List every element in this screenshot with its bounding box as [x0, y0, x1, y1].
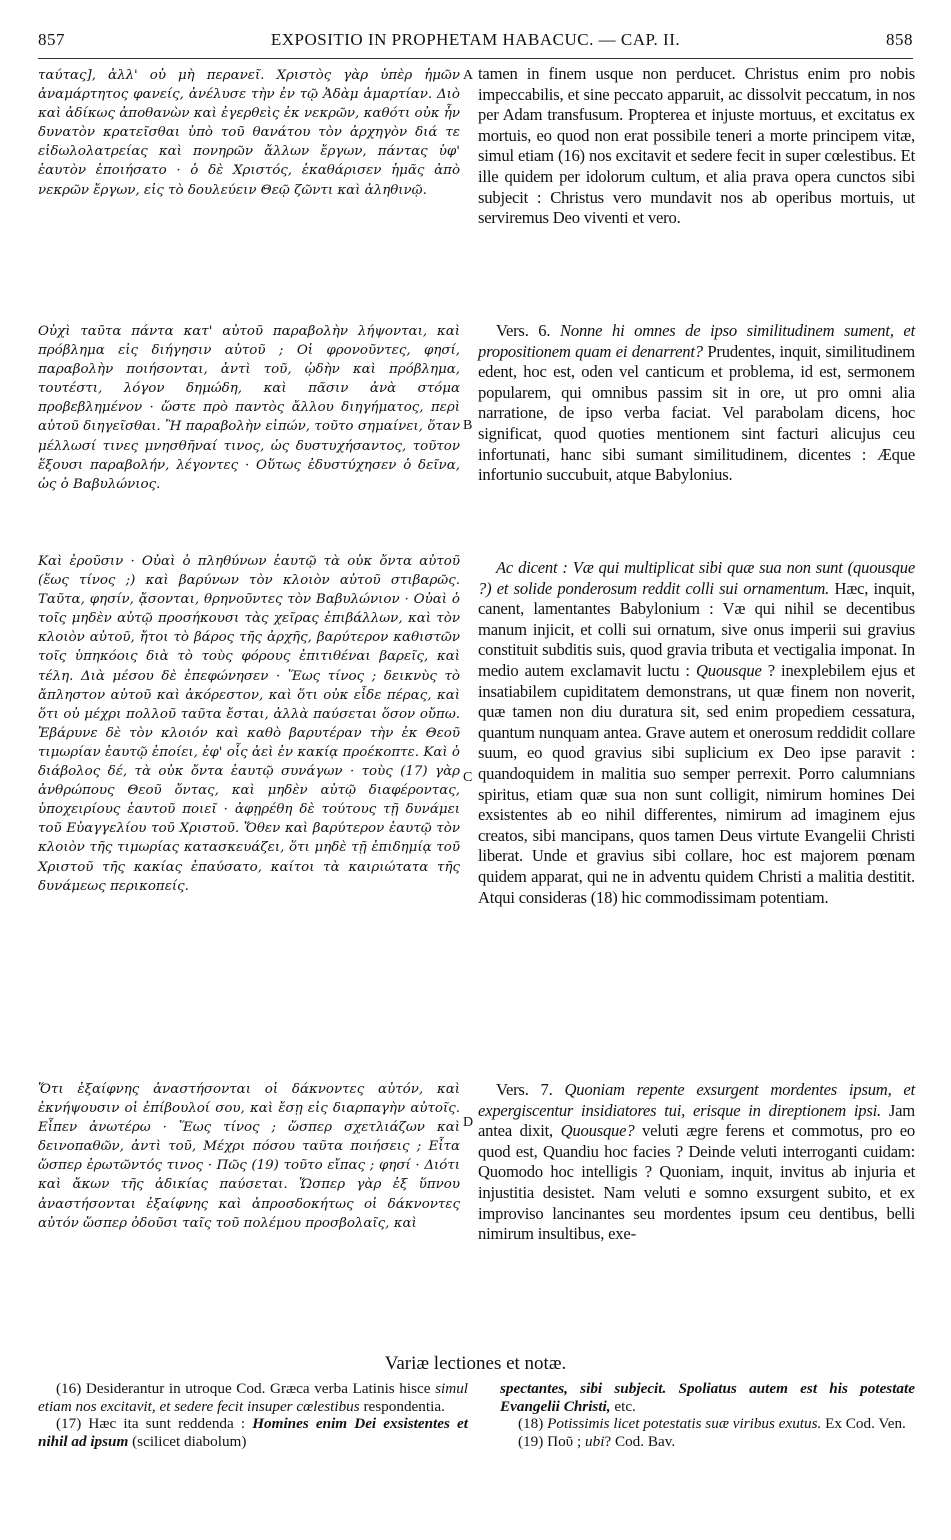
note-17-continued: [500, 1380, 915, 1415]
note-16-text: (16) Desiderantur in utroque Cod. Græca verba Latinis hisce: [56, 1380, 431, 1397]
note-17-etc: etc.: [614, 1397, 636, 1415]
latin-paragraph-1: tamen in finem usque non perducet. Christus enim pro nobis impeccabilis, et sine peccato apparuit, ac dissolvit peccatum, in nos per Adam transfusum. Propterea et injuste mortuus, et excitatus ex mortuis, eo quod non erat possibile teneri a morte principem vitæ, simul etiam (16) nos excitavit et sedere fecit in super cœlestibus. Et ille quidem per idolorum cultum, et alia prava opera cunctos sibi subjecit : Christus vero mundavit nos ab operibus mortuis, ut serviremus Deo viventi et vero.: [478, 64, 915, 228]
header-rule: [38, 58, 913, 59]
latin-commentary-4b: veluti ægre ferens et commotus, pro eo quod est, Quandiu hoc facies ? Deinde veluti interroganti cuidam: Quomodo hoc intelligis ? Quoniam, inquit, invitus ab injuria et injustitia desistet. Nam veluti e somno exsurgent subito, et ex improviso lancinantes seu mordentes ipsum ceu dentibus, belli nimirum insultibus, exe-: [478, 1121, 915, 1244]
note-17-quote: Homines enim Dei exsistentes et nihil ad ipsum: [38, 1415, 469, 1450]
greek-commentary-3: Ταῦτα, φησίν, ᾄσονται, θρηνοῦντες τὸν Βαβυλώνιον · Οὐαὶ ὁ τοῖς μηδὲν αὐτῷ προσήκουσι τὰς χεῖρας ἐπιβάλλων, καὶ τὸν κλοιὸν αὐτοῦ, ἤτοι τὸ βάρος τῆς ἀρχῆς, βαρύτερον καθιστῶν τοῖς ὑπηκόοις διὰ τὸ τοὺς φόρους ἐπιτιθέναι βαρεῖς, καὶ τέλη. Διὰ μέσου δὲ ἐπεφώνησεν · Ἕως τίνος ; δεικνὺς τὸ ἄπληστον αὐτοῦ καὶ ἀκόρεστον, καὶ ὅτι οὐκ εἶδε πέρας, καὶ ὅτι οὐ μέχρι πολλοῦ ταῦτα ἔσται, ἀλλὰ παύσεται ὅσον οὔπω. Ἐβάρυνε δὲ τὸν κλοιόν καὶ καθὸ βαρυτέραν τὴν ἐκ Θεοῦ τιμωρίαν ἑαυτῷ ἐποίει, ἐφ' οἷς ἀεὶ ἐν κακίᾳ προέκοπτε. Καὶ ὁ διάβολος δέ, τὰ οὐκ ὄντα ἑαυτῷ συνάγων · τοὺς (17) γὰρ ἀνθρώπους Θεοῦ ὄντας, καὶ μηδὲν αὐτῷ διαφέροντας, ὑποχειρίους ἑαυτοῦ ποιεῖ · ἀφῃρέθη δὲ τούτους τῇ δυνάμει τοῦ Εὐαγγελίου τοῦ Χριστοῦ. Ὅθεν καὶ βαρύτερον ἑαυτῷ τὸν κλοιὸν τῆς τιμωρίας κατασκευάζει, ὅτι μηδὲ τῇ ἐπιδημίᾳ τοῦ Χριστοῦ τῆς κακίας ἐπαύσατο, καίτοι τὰ καιριώτατα τῆς δυνάμεως περικοπείς.: [38, 592, 460, 894]
greek-lemma-3: Καὶ ἐροῦσιν · Οὐαὶ ὁ πληθύνων ἑαυτῷ τὰ οὐκ ὄντα αὐτοῦ (ἕως τίνος ;) καὶ βαρύνων τὸν κλοιὸν αὐτοῦ στιβαρῶς.: [38, 554, 460, 589]
latin-commentary-3-cont: ? inexplebilem ejus et insatiabilem cupiditatem demonstrans, ut quæ finem non noverit, quæ tamen non diu duratura sit, sed enim propediem cessatura, quantum nunquam antea. Grave autem et onerosum reddidit collare suum, eo quod gravius sibi suplicium ex Deo ipse paravit : quandoquidem in malitia suo semper perrexit. Porro calumnians spiritus, etiam quæ sua non sunt colligit, nimirum homines Dei exsistentes ab eo nihil differentes, nimirum ad imaginem ejus creatos, sibi mancipans, quos tamen Deus virtute Evangelii Christi liberat. Unde et gravius sibi collare, hoc est majorem pœnam quidem apparat, qui ne in adventu quidem Christi a malitia destitit. Atqui consideras (18) hic commodissimam potentiam.: [478, 660, 915, 907]
latin-commentary-3: Hæc, inquit, canent, lamentantes Babylonium : Væ qui nihil se decentibus manum injicit, et colli sui ornatum, sive onus imperii sui gravius constituit subditis suis, quod gravia tributa et vectigalia imponat. In medio autem exclamavit luctu :: [478, 578, 916, 680]
section-marker-b: B: [463, 418, 473, 433]
greek-lemma-2: Οὐχὶ ταῦτα πάντα κατ' αὐτοῦ παραβολὴν λήψονται, καὶ πρόβλημα εἰς διήγησιν αὐτοῦ ;: [38, 324, 460, 359]
note-16-quote: simul etiam nos excitavit, et sedere fecit insuper cœlestibus: [38, 1380, 469, 1415]
note-17: [38, 1415, 468, 1450]
note-19-text: (19) Ποῦ ;: [518, 1432, 582, 1450]
greek-paragraph-2: [38, 322, 460, 494]
latin-lemma-4: Quoniam repente exsurgent mordentes ipsum, et expergiscentur insidiatores tui, erisque in direptionem ipsi.: [478, 1080, 915, 1120]
note-19: [500, 1433, 915, 1451]
note-16: [38, 1380, 468, 1415]
notes-heading: Variæ lectiones et notæ.: [384, 1353, 567, 1374]
note-17-text: (17) Hæc ita sunt reddenda :: [56, 1415, 246, 1433]
section-marker-a: A: [463, 68, 474, 83]
greek-lemma-4: Ὅτι ἐξαίφνης ἀναστήσονται οἱ δάκνοντες αὐτόν, καὶ ἐκνήψουσιν οἱ ἐπίβουλοί σου, καὶ ἔσῃ εἰς διαρπαγὴν αὐτοῖς.: [38, 1082, 460, 1117]
notes-left-column: [38, 1380, 468, 1450]
section-marker-d: D: [463, 1115, 474, 1130]
greek-paragraph-3: [38, 552, 460, 896]
note-16-end: respondentia.: [363, 1397, 445, 1415]
greek-commentary-2: Οἱ φρονοῦντες, φησί, παραβολὴν ποιήσονται, ἀντὶ τοῦ, ᾠδὴν καὶ πρόβλημα, τουτέστι, λόγον δημώδη, καὶ πᾶσιν ἀνὰ στόμα προβεβλημένον · ὥστε πρὸ παντὸς ἄλλου διηγήματος, περὶ αὐτοῦ διηγεῖσθαι. Ἢ παραβολὴν εἰπών, τοῦτο σημαίνει, ὅταν μέλλωσί τινες μνησθῆναί τινος, ὡς δυστυχήσαντος, τοῦτον ἕξουσι παραβολήν, λέγοντες · Οὕτως ἐδυστύχησεν ὁ δεῖνα, ὡς ὁ Βαβυλώνιος.: [38, 343, 461, 492]
page-number-right: 858: [886, 30, 913, 49]
note-18-source: Ex Cod. Ven.: [825, 1415, 906, 1433]
running-header: [38, 30, 913, 54]
section-marker-c: C: [463, 770, 473, 785]
latin-commentary-2: Prudentes, inquit, similitudinem edent, hoc est, oden vel canticum et problema, id est, sermonem popularem, qui omnibus passim sit in ore, ut pro omni alia narratione, de ipso verba faciat. Vel parabolam dicens, hoc significat, quod quoties mentionem sint facturi alicujus ceu infortunati, hanc sibi sumant similitudinem, dicentes : Æque infortunio succubuit, atque Babylonius.: [478, 341, 915, 485]
latin-lemma-2: Nonne hi omnes de ipso similitudinem sument, et propositionem quam ei denarrent?: [478, 321, 915, 361]
note-19-quote: ubi: [585, 1432, 605, 1450]
greek-commentary-4: Εἶπεν ἀνωτέρω · Ἕως τίνος ; ὥσπερ σχετλιάζων καὶ δεινοπαθῶν, ἀντὶ τοῦ, Μέχρι πόσου ταῦτα ποιήσεις ; Εἶτα ὥσπερ ἐρωτῶντός τινος · Πῶς (19) τοῦτο εἴπας ; φησί · Διότι καὶ ἄκων τῆς ἀδικίας παύσεται. Ὥσπερ γὰρ ἐξ ὕπνου ἀναστήσονται ἐξαίφνης καὶ ἀπροσδοκήτως οἱ δάκνοντες αὐτόν ὥσπερ ὀδοῦσι ταῖς τοῦ πολέμου προσβολαῖς, καὶ: [38, 1120, 460, 1231]
note-18: [500, 1415, 915, 1433]
latin-quousque-2: Quousque?: [560, 1121, 635, 1141]
latin-paragraph-4: [478, 1080, 915, 1245]
latin-quousque: Quousque: [695, 660, 762, 680]
note-18-number: (18): [518, 1415, 544, 1433]
page-title: EXPOSITIO IN PROPHETAM HABACUC. — CAP. II.: [270, 30, 681, 49]
page-number-left: 857: [38, 30, 65, 49]
latin-paragraph-2: [478, 321, 915, 486]
note-18-quote: Potissimis licet potestatis suæ viribus exutus.: [547, 1415, 822, 1433]
greek-paragraph-1: ταύτας], ἀλλ' οὐ μὴ περανεῖ. Χριστὸς γὰρ ὑπὲρ ἡμῶν ἀναμάρτητος φανείς, ἀνέλυσε τὴν ἐν τῷ Ἀδὰμ ἁμαρτίαν. Διὸ καὶ ἀδίκως ἀποθανὼν καὶ ἐγερθεὶς ἐκ νεκρῶν, καθότι οὐκ ἦν δυνατὸν κρατεῖσθαι ὑπὸ τοῦ θανάτου τὸν ἀρχηγὸν διά τε εἰδωλολατρείας καὶ πονηρῶν ἄλλων ἔργων, πάντας ὑφ' ἑαυτὸν ἐποιήσατο · ὁ δὲ Χριστός, ἐκαθάρισεν ἡμᾶς ἀπὸ νεκρῶν ἔργων, εἰς τὸ δουλεύειν Θεῷ ζῶντι καὶ ἀληθινῷ.: [38, 68, 460, 198]
notes-right-column: [500, 1380, 915, 1450]
latin-commentary-4a: Jam antea dixit,: [478, 1100, 915, 1141]
greek-paragraph-4: [38, 1080, 460, 1233]
note-17-quote-cont: spectantes, sibi subjecit. Spoliatus autem est his potestate Evangelii Christi,: [500, 1380, 915, 1415]
verse-label-7: Vers. 7.: [496, 1080, 553, 1099]
note-17-paren: (scilicet diabolum): [132, 1432, 247, 1450]
latin-paragraph-3: [478, 558, 915, 908]
note-19-source: ? Cod. Bav.: [604, 1432, 676, 1450]
latin-lemma-3: Ac dicent : Væ qui multiplicat sibi quæ sua non sunt (quousque ?) et solide ponderosum reddit colli sui ornamentum.: [478, 558, 915, 598]
verse-label-6: Vers. 6.: [496, 321, 551, 340]
